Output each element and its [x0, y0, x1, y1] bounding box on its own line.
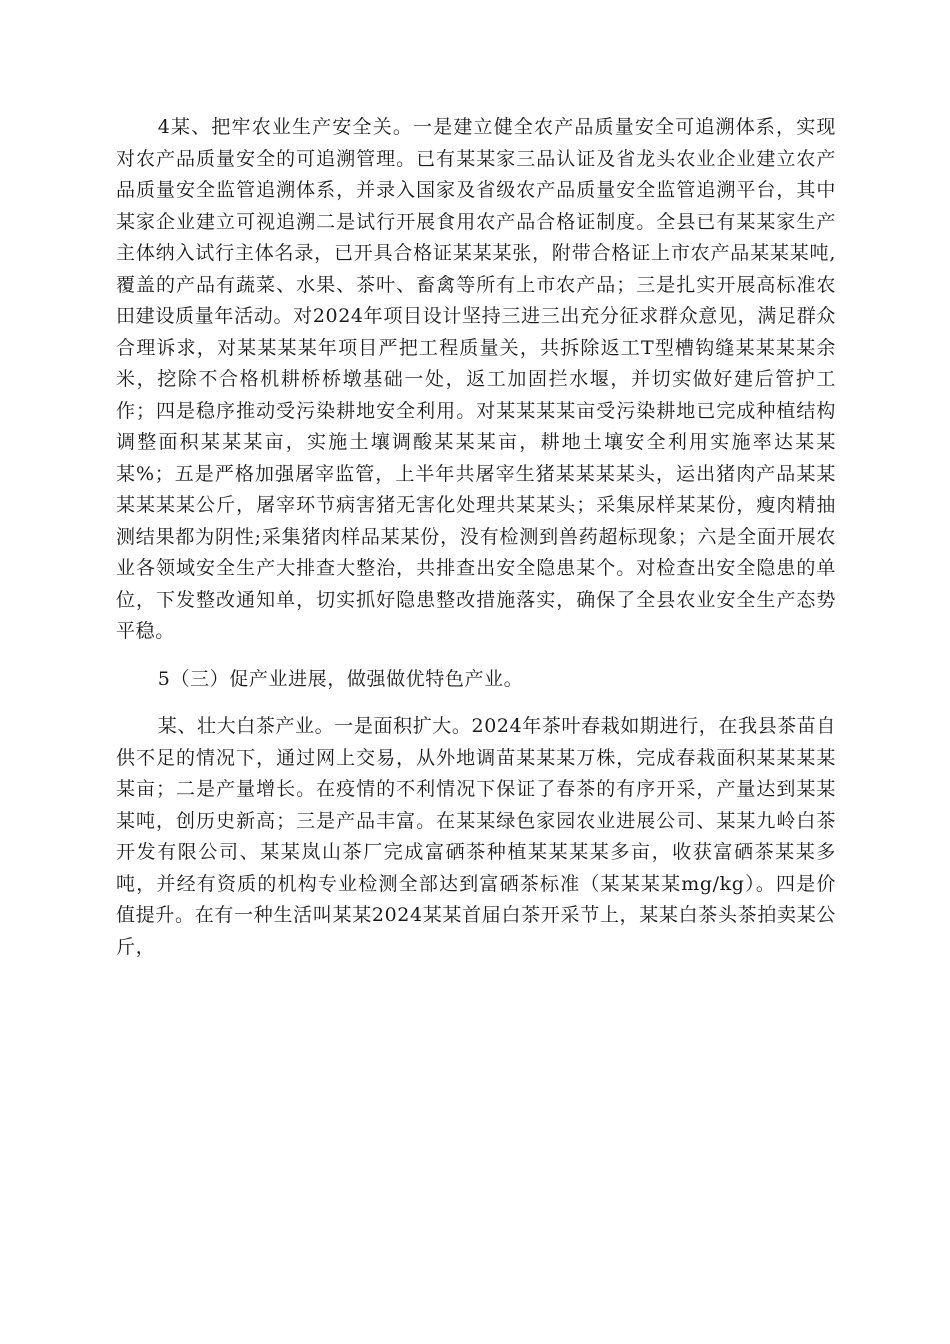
document-page [116, 112, 836, 963]
paragraph-agri-safety: 4某、把牢农业生产安全关。一是建立健全农产品质量安全可追溯体系，实现对农产品质量安全的可追溯管理。已有某某家三品认证及省龙头农业企业建立农产品质量安全监管追溯体系，并录入国家及省级农产品质量安全监管追溯平台，其中某家企业建立可视追溯二是试行开展食用农产品合格证制度。全县已有某某家生产主体纳入试行主体名录，已开具合格证某某某张，附带合格证上市农产品某某某吨,覆盖的产品有蔬菜、水果、茶叶、畜禽等所有上市农产品；三是扎实开展高标准农田建设质量年活动。对2024年项目设计坚持三进三出充分征求群众意见，满足群众合理诉求，对某某某某年项目严把工程质量关，共拆除返工T型槽钩缝某某某某余米，挖除不合格机耕桥桥墩基础一处，返工加固拦水堰，并切实做好建后管护工作；四是稳序推动受污染耕地安全利用。对某某某某亩受污染耕地已完成种植结构调整面积某某某亩，实施土壤调酸某某某亩，耕地土壤安全利用实施率达某某某%；五是严格加强屠宰监管，上半年共屠宰生猪某某某某头，运出猪肉产品某某某某某某公斤，屠宰环节病害猪无害化处理共某某头；采集尿样某某份，瘦肉精抽测结果都为阴性;采集猪肉样品某某份，没有检测到兽药超标现象；六是全面开展农业各领域安全生产大排查大整治，共排查出安全隐患某个。对检查出安全隐患的单位，下发整改通知单，切实抓好隐患整改措施落实，确保了全县农业安全生产态势平稳。 [116, 116, 836, 642]
paragraph-white-tea: 某、壮大白茶产业。一是面积扩大。2024年茶叶春栽如期进行，在我县茶苗自供不足的情况下，通过网上交易，从外地调苗某某某万株，完成春栽面积某某某某某亩；二是产量增长。在疫情的不利情况下保证了春茶的有序开采，产量达到某某某吨，创历史新高；三是产品丰富。在某某绿色家园农业进展公司、某某九岭白茶开发有限公司、某某岚山茶厂完成富硒茶种植某某某某多亩，收获富硒茶某某多吨，并经有资质的机构专业检测全部达到富硒茶标准（某某某某mg/kg）。四是价值提升。在有一种生活叫某某2024某某首届白茶开采节上，某某白茶头茶拍卖某公斤， [116, 715, 836, 958]
paragraph-section-heading: 5（三）促产业进展，做强做优特色产业。 [157, 667, 524, 690]
